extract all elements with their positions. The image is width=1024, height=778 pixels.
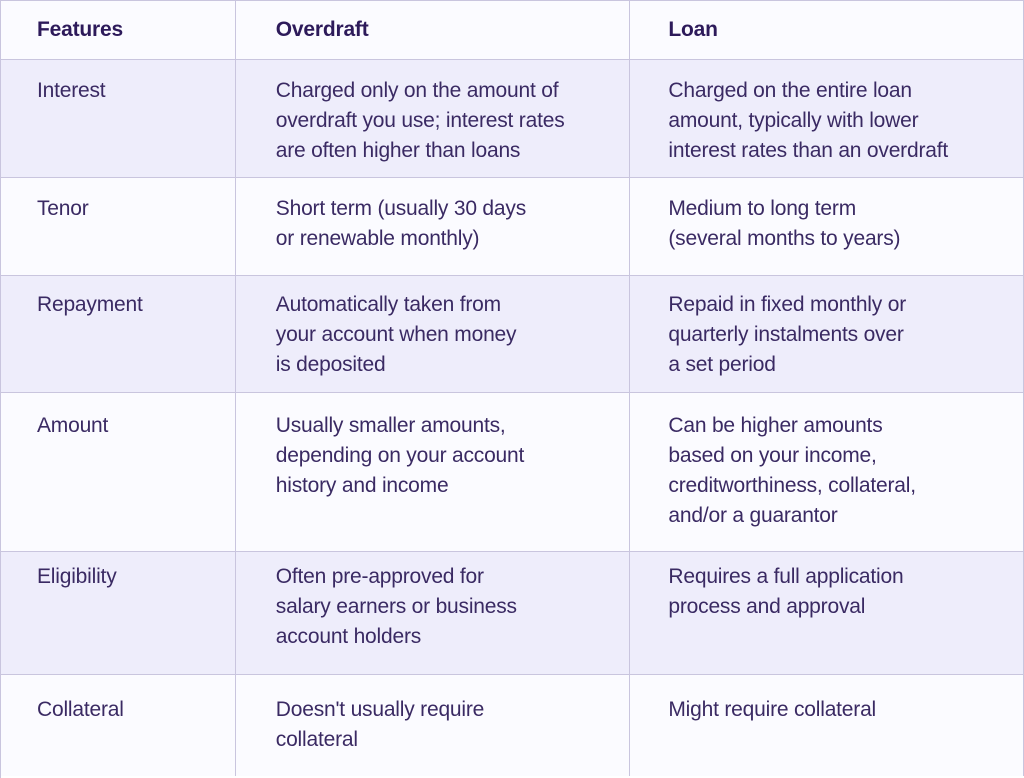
feature-label: Repayment: [1, 276, 236, 392]
cell-line: based on your income,: [668, 444, 877, 467]
cell-line: Medium to long term: [668, 197, 857, 220]
cell-line: interest rates than an overdraft: [668, 139, 948, 162]
cell-line: are often higher than loans: [275, 139, 521, 162]
cell-line: or renewable monthly): [275, 227, 480, 250]
table-header-row: [1, 1, 1024, 60]
overdraft-cell: [236, 276, 631, 392]
cell-line: and/or a guarantor: [668, 504, 838, 527]
cell-line: account holders: [275, 625, 422, 648]
table-row-amount: [1, 393, 1024, 552]
loan-cell: [630, 675, 1024, 776]
cell-line: collateral: [275, 728, 358, 751]
overdraft-cell: [236, 552, 631, 674]
cell-line: salary earners or business: [275, 595, 517, 618]
cell-line: Often pre-approved for: [275, 565, 484, 588]
cell-line: creditworthiness, collateral,: [668, 474, 916, 497]
feature-label: Tenor: [1, 178, 236, 275]
cell-line: history and income: [275, 474, 449, 497]
cell-line: Can be higher amounts: [668, 414, 883, 437]
feature-label: Collateral: [1, 675, 236, 776]
cell-line: Charged on the entire loan: [668, 79, 912, 102]
table-row-repayment: [1, 276, 1024, 393]
header-loan: Loan: [630, 1, 1024, 59]
cell-line: Might require collateral: [668, 698, 877, 721]
cell-line: process and approval: [668, 595, 866, 618]
cell-line: Repaid in fixed monthly or: [668, 293, 906, 316]
cell-line: Usually smaller amounts,: [275, 414, 506, 437]
feature-label: Eligibility: [1, 552, 236, 674]
cell-line: depending on your account: [275, 444, 525, 467]
overdraft-cell: [236, 675, 631, 776]
cell-line: Doesn't usually require: [275, 698, 485, 721]
cell-line: overdraft you use; interest rates: [275, 109, 565, 132]
feature-label: Interest: [1, 60, 236, 177]
table-row-collateral: [1, 675, 1024, 776]
table-row-eligibility: [1, 552, 1024, 675]
overdraft-cell: [236, 393, 631, 551]
cell-line: your account when money: [275, 323, 517, 346]
cell-line: Charged only on the amount of: [275, 79, 559, 102]
cell-line: Automatically taken from: [275, 293, 501, 316]
cell-line: (several months to years): [668, 227, 901, 250]
header-features: Features: [1, 1, 236, 59]
loan-cell: [630, 276, 1024, 392]
feature-label: Amount: [1, 393, 236, 551]
cell-line: quarterly instalments over: [668, 323, 904, 346]
loan-cell: [630, 178, 1024, 275]
table-row-tenor: [1, 178, 1024, 276]
cell-line: a set period: [668, 353, 776, 376]
overdraft-cell: [236, 178, 631, 275]
header-overdraft: Overdraft: [236, 1, 631, 59]
table-row-interest: [1, 60, 1024, 178]
cell-line: is deposited: [275, 353, 386, 376]
loan-cell: [630, 60, 1024, 177]
cell-line: amount, typically with lower: [668, 109, 919, 132]
cell-line: Short term (usually 30 days: [275, 197, 526, 220]
cell-line: Requires a full application: [668, 565, 904, 588]
loan-cell: [630, 393, 1024, 551]
loan-cell: [630, 552, 1024, 674]
overdraft-cell: [236, 60, 631, 177]
